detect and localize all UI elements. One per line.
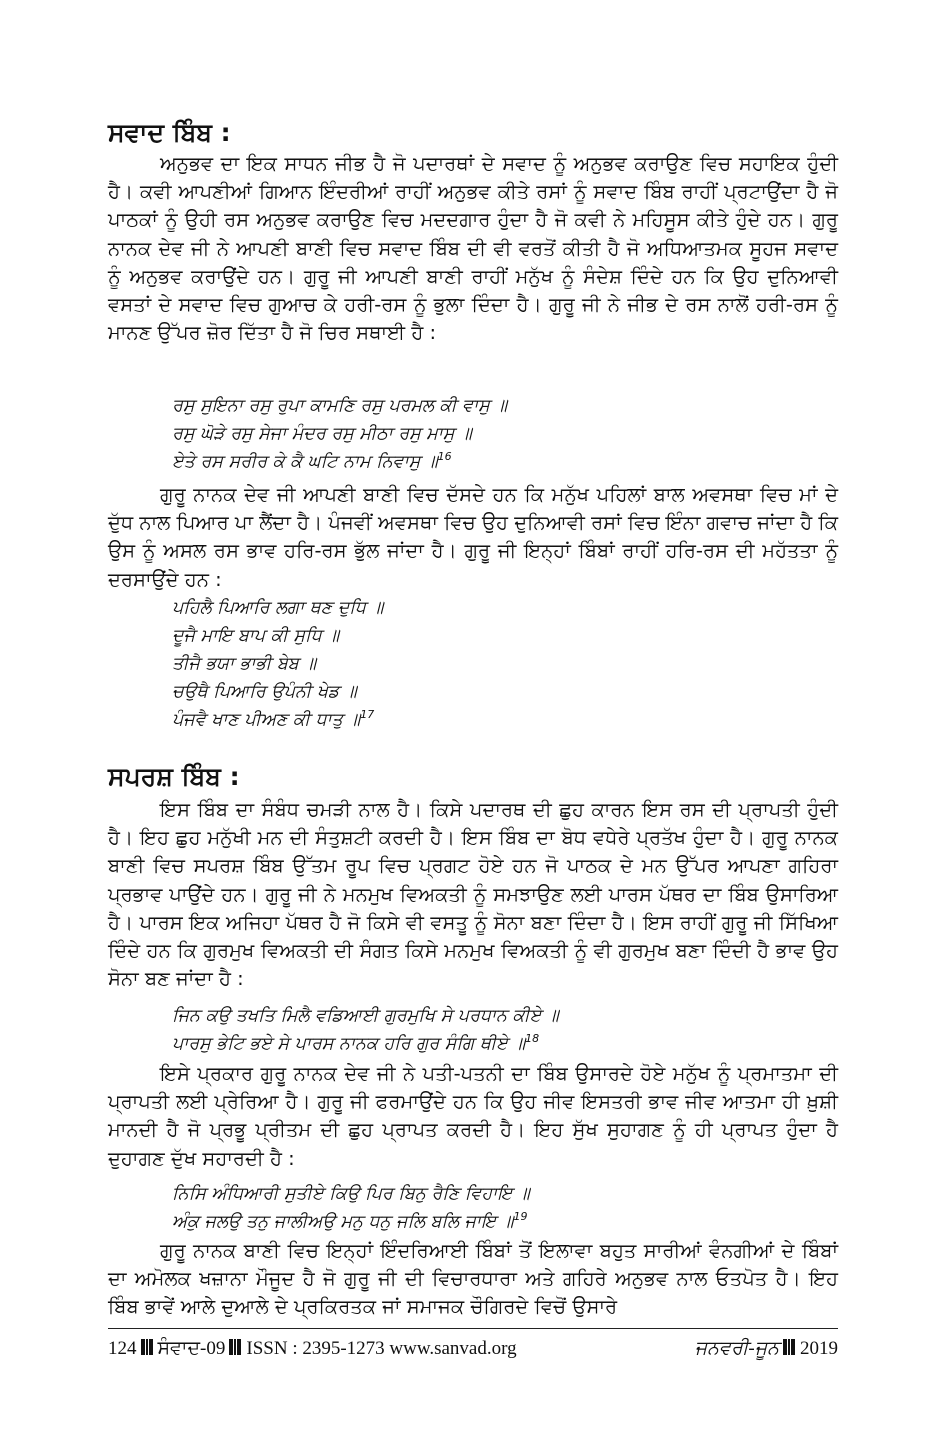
verse-line: ਰਸੁ ਸੁਇਨਾ ਰਸੁ ਰੁਪਾ ਕਾਮਣਿ ਰਸੁ ਪਰਮਲ ਕੀ ਵਾਸੁ ॥ [172,396,508,416]
footnote-ref: 19 [513,1210,528,1224]
footer-right [695,1334,838,1365]
section-heading-taste: ਸਵਾਦ ਬਿੰਬ : [108,118,231,147]
footnote-ref: 17 [360,708,375,722]
page-number: 124 [108,1338,137,1359]
paragraph-touch-body: ਇਸੇ ਪ੍ਰਕਾਰ ਗੁਰੂ ਨਾਨਕ ਦੇਵ ਜੀ ਨੇ ਪਤੀ-ਪਤਨੀ ਦਾ ਬਿੰਬ ਉਸਾਰਦੇ ਹੋਏ ਮਨੁੱਖ ਨੂੰ ਪ੍ਰਮਾਤਮਾ ਦੀ ਪ੍ਰਾਪਤੀ ਲਈ ਪ੍ਰੇਰਿਆ ਹੈ। ਗੁਰੂ ਜੀ ਫਰਮਾਉਂਦੇ ਹਨ ਕਿ ਉਹ ਜੀਵ ਇਸਤਰੀ ਭਾਵ ਜੀਵ ਆਤਮਾ ਹੀ ਖ਼ੁਸ਼ੀ ਮਾਨਦੀ ਹੈ ਜੋ ਪ੍ਰਭੂ ਪ੍ਰੀਤਮ ਦੀ ਛੁਹ ਪ੍ਰਾਪਤ ਕਰਦੀ ਹੈ। ਇਹ ਸੁੱਖ ਸੁਹਾਗਣ ਨੂੰ ਹੀ ਪ੍ਰਾਪਤ ਹੁੰਦਾ ਹੈ ਦੁਹਾਗਣ ਦੁੱਖ ਸਹਾਰਦੀ ਹੈ : [108,1062,838,1170]
verse-line: ਏਤੇ ਰਸ ਸਰੀਰ ਕੇ ਕੈ ਘਟਿ ਨਾਮ ਨਿਵਾਸੁ ॥$^{16}$ [172,450,452,472]
footnote-ref: 16 [437,450,452,464]
barcode-separator-icon [783,1335,796,1365]
page-footer [108,1334,838,1364]
paragraph-taste-body: ਗੁਰੂ ਨਾਨਕ ਦੇਵ ਜੀ ਆਪਣੀ ਬਾਣੀ ਵਿਚ ਦੱਸਦੇ ਹਨ ਕਿ ਮਨੁੱਖ ਪਹਿਲਾਂ ਬਾਲ ਅਵਸਥਾ ਵਿਚ ਮਾਂ ਦੇ ਦੁੱਧ ਨਾਲ ਪਿਆਰ ਪਾ ਲੈਂਦਾ ਹੈ। ਪੰਜਵੀਂ ਅਵਸਥਾ ਵਿਚ ਉਹ ਦੁਨਿਆਵੀ ਰਸਾਂ ਵਿਚ ਇੰਨਾ ਗਵਾਚ ਜਾਂਦਾ ਹੈ ਕਿ ਉਸ ਨੂੰ ਅਸਲ ਰਸ ਭਾਵ ਹਰਿ-ਰਸ ਭੁੱਲ ਜਾਂਦਾ ਹੈ। ਗੁਰੂ ਜੀ ਇਨ੍ਹਾਂ ਬਿੰਬਾਂ ਰਾਹੀਂ ਹਰਿ-ਰਸ ਦੀ ਮਹੱਤਤਾ ਨੂੰ ਦਰਸਾਉਂਦੇ ਹਨ : [108,483,838,591]
verse-line: ਚਉਥੈ ਪਿਆਰਿ ਉਪੰਨੀ ਖੇਡ ॥ [172,682,357,702]
verse-line: ਪੰਜਵੈ ਖਾਣ ਪੀਅਣ ਕੀ ਧਾਤੁ ॥$^{17}$ [172,708,375,730]
issue-period: ਜਨਵਰੀ-ਜੂਨ [694,1338,779,1359]
footnote-ref: 18 [525,1032,540,1046]
paragraph-taste-intro: ਅਨੁਭਵ ਦਾ ਇਕ ਸਾਧਨ ਜੀਭ ਹੈ ਜੋ ਪਦਾਰਥਾਂ ਦੇ ਸਵਾਦ ਨੂੰ ਅਨੁਭਵ ਕਰਾਉਣ ਵਿਚ ਸਹਾਇਕ ਹੁੰਦੀ ਹੈ। ਕਵੀ ਆਪਣੀਆਂ ਗਿਆਨ ਇੰਦਰੀਆਂ ਰਾਹੀਂ ਅਨੁਭਵ ਕੀਤੇ ਰਸਾਂ ਨੂੰ ਸਵਾਦ ਬਿੰਬ ਰਾਹੀਂ ਪ੍ਰਟਾਉਂਦਾ ਹੈ ਜੋ ਪਾਠਕਾਂ ਨੂੰ ਉਹੀ ਰਸ ਅਨੁਭਵ ਕਰਾਉਣ ਵਿਚ ਮਦਦਗਾਰ ਹੁੰਦਾ ਹੈ ਜੋ ਕਵੀ ਨੇ ਮਹਿਸੂਸ ਕੀਤੇ ਹੁੰਦੇ ਹਨ। ਗੁਰੂ ਨਾਨਕ ਦੇਵ ਜੀ ਨੇ ਆਪਣੀ ਬਾਣੀ ਵਿਚ ਸਵਾਦ ਬਿੰਬ ਦੀ ਵੀ ਵਰਤੋਂ ਕੀਤੀ ਹੈ ਜੋ ਅਧਿਆਤਮਕ ਸੂਹਜ ਸਵਾਦ ਨੂੰ ਅਨੁਭਵ ਕਰਾਉਂਦੇ ਹਨ। ਗੁਰੂ ਜੀ ਆਪਣੀ ਬਾਣੀ ਰਾਹੀਂ ਮਨੁੱਖ ਨੂੰ ਸੰਦੇਸ਼ ਦਿੰਦੇ ਹਨ ਕਿ ਉਹ ਦੁਨਿਆਵੀ ਵਸਤਾਂ ਦੇ ਸਵਾਦ ਵਿਚ ਗੁਆਚ ਕੇ ਹਰੀ-ਰਸ ਨੂੰ ਭੁਲਾ ਦਿੰਦਾ ਹੈ। ਗੁਰੂ ਜੀ ਨੇ ਜੀਭ ਦੇ ਰਸ ਨਾਲੋਂ ਹਰੀ-ਰਸ ਨੂੰ ਮਾਨਣ ਉੱਪਰ ਜ਼ੋਰ ਦਿੱਤਾ ਹੈ ਜੋ ਚਿਰ ਸਥਾਈ ਹੈ : [108,152,838,345]
verse-line: ਜਿਨ ਕਉ ਤਖਤਿ ਮਿਲੈ ਵਡਿਆਈ ਗੁਰਮੁਖਿ ਸੇ ਪਰਧਾਨ ਕੀਏ ॥ [172,1006,559,1026]
verse-line: ਪਾਰਸੁ ਭੇਟਿ ਭਏ ਸੇ ਪਾਰਸ ਨਾਨਕ ਹਰਿ ਗੁਰ ਸੰਗਿ ਥੀਏ ॥$^{18}$ [172,1032,540,1054]
verse-line: ਨਿਸਿ ਅੰਧਿਆਰੀ ਸੁਤੀਏ ਕਿਉ ਪਿਰ ਬਿਨੁ ਰੈਣਿ ਵਿਹਾਇ ॥ [172,1184,530,1204]
issn-and-website: ISSN : 2395-1273 www.sanvad.org [246,1338,517,1359]
paragraph-touch-intro: ਇਸ ਬਿੰਬ ਦਾ ਸੰਬੰਧ ਚਮੜੀ ਨਾਲ ਹੈ। ਕਿਸੇ ਪਦਾਰਥ ਦੀ ਛੁਹ ਕਾਰਨ ਇਸ ਰਸ ਦੀ ਪ੍ਰਾਪਤੀ ਹੁੰਦੀ ਹੈ। ਇਹ ਛੁਹ ਮਨੁੱਖੀ ਮਨ ਦੀ ਸੰਤੁਸ਼ਟੀ ਕਰਦੀ ਹੈ। ਇਸ ਬਿੰਬ ਦਾ ਬੋਧ ਵਧੇਰੇ ਪ੍ਰਤੱਖ ਹੁੰਦਾ ਹੈ। ਗੁਰੂ ਨਾਨਕ ਬਾਣੀ ਵਿਚ ਸਪਰਸ਼ ਬਿੰਬ ਉੱਤਮ ਰੂਪ ਵਿਚ ਪ੍ਰਗਟ ਹੋਏ ਹਨ ਜੋ ਪਾਠਕ ਦੇ ਮਨ ਉੱਪਰ ਆਪਣਾ ਗਹਿਰਾ ਪ੍ਰਭਾਵ ਪਾਉਂਦੇ ਹਨ। ਗੁਰੂ ਜੀ ਨੇ ਮਨਮੁਖ ਵਿਅਕਤੀ ਨੂੰ ਸਮਝਾਉਣ ਲਈ ਪਾਰਸ ਪੱਥਰ ਦਾ ਬਿੰਬ ਉਸਾਰਿਆ ਹੈ। ਪਾਰਸ ਇਕ ਅਜਿਹਾ ਪੱਥਰ ਹੈ ਜੋ ਕਿਸੇ ਵੀ ਵਸਤੂ ਨੂੰ ਸੋਨਾ ਬਣਾ ਦਿੰਦਾ ਹੈ। ਇਸ ਰਾਹੀਂ ਗੁਰੂ ਜੀ ਸਿੱਖਿਆ ਦਿੰਦੇ ਹਨ ਕਿ ਗੁਰਮੁਖ ਵਿਅਕਤੀ ਦੀ ਸੰਗਤ ਕਿਸੇ ਮਨਮੁਖ ਵਿਅਕਤੀ ਨੂੰ ਵੀ ਗੁਰਮੁਖ ਬਣਾ ਦਿੰਦੀ ਹੈ ਭਾਵ ਉਹ ਸੋਨਾ ਬਣ ਜਾਂਦਾ ਹੈ : [108,798,838,991]
barcode-separator-icon [141,1335,154,1365]
paragraph-closing: ਗੁਰੂ ਨਾਨਕ ਬਾਣੀ ਵਿਚ ਇਨ੍ਹਾਂ ਇੰਦਰਿਆਈ ਬਿੰਬਾਂ ਤੋਂ ਇਲਾਵਾ ਬਹੁਤ ਸਾਰੀਆਂ ਵੰਨਗੀਆਂ ਦੇ ਬਿੰਬਾਂ ਦਾ ਅਮੋਲਕ ਖਜ਼ਾਨਾ ਮੌਜੂਦ ਹੈ ਜੋ ਗੁਰੂ ਜੀ ਦੀ ਵਿਚਾਰਧਾਰਾ ਅਤੇ ਗਹਿਰੇ ਅਨੁਭਵ ਨਾਲ ਓਤਪੋਤ ਹੈ। ਇਹ ਬਿੰਬ ਭਾਵੇਂ ਆਲੇ ਦੁਆਲੇ ਦੇ ਪ੍ਰਕਿਰਤਕ ਜਾਂ ਸਮਾਜਕ ਚੌਗਿਰਦੇ ਵਿਚੋਂ ਉਸਾਰੇ [108,1239,838,1319]
verse-line: ਤੀਜੈ ਭਯਾ ਭਾਭੀ ਬੇਬ ॥ [172,654,317,674]
verse-line: ਰਸੁ ਘੋੜੇ ਰਸੁ ਸੇਜਾ ਮੰਦਰ ਰਸੁ ਮੀਠਾ ਰਸੁ ਮਾਸੁ ॥ [172,424,472,444]
footer-divider [108,1328,838,1329]
verse-line: ਪਹਿਲੈ ਪਿਆਰਿ ਲਗਾ ਥਣ ਦੁਧਿ ॥ [172,598,384,618]
verse-line: ਦੂਜੈ ਮਾਇ ਬਾਪ ਕੀ ਸੁਧਿ ॥ [172,626,340,646]
barcode-separator-icon [229,1335,242,1365]
journal-name: ਸੰਵਾਦ-09 [157,1338,226,1359]
verse-line: ਅੰਕੁ ਜਲਉ ਤਨੁ ਜਾਲੀਅਉ ਮਨੁ ਧਨੁ ਜਲਿ ਬਲਿ ਜਾਇ ॥$^{19}$ [172,1210,528,1232]
footer-left [108,1334,517,1365]
issue-year: 2019 [800,1338,838,1359]
section-heading-touch: ਸਪਰਸ਼ ਬਿੰਬ : [108,762,240,791]
